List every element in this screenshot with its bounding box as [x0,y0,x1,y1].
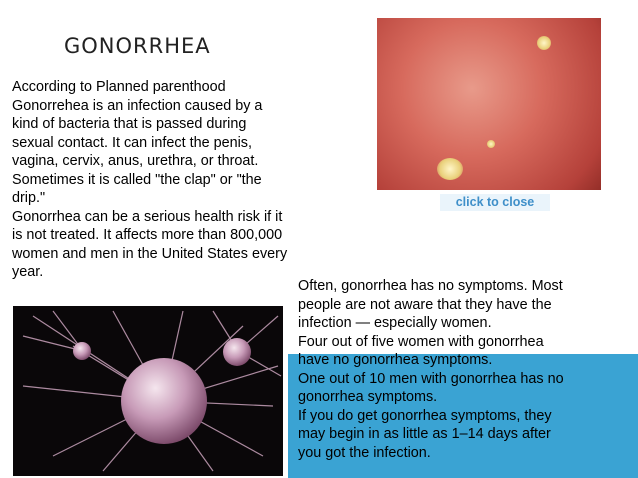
slide-title: GONORRHEA [64,34,211,58]
intro-paragraph: According to Planned parenthood Gonorrehea is an infection caused by a kind of bacteria that is passed during sexual contact. It can infect the penis, vagina, cervix, anus, urethra, or throat. Sometimes it is called "the clap" or "the drip." Gonorrhea can be a serious health risk if it is not treated. It affects more than 800,000 women and men in the United States every year. [12,79,288,280]
lesion-spot [537,36,551,50]
click-to-close-button[interactable]: click to close [440,194,550,211]
lesion-spot [487,140,495,148]
bacteria-cell [223,338,251,366]
bacteria-micrograph [13,306,283,476]
symptoms-paragraph: Often, gonorrhea has no symptoms. Most people are not aware that they have the infection — especially women. Four out of five women with gonorrhea have no gonorrhea symptoms. One out of 10 men with gonorrhea has no gonorrhea symptoms. If you do get gonorrhea symptoms, they may begin in as little as 1–14 days after you got the infection. [298,278,564,461]
bacteria-cell [121,358,207,444]
lesion-spot [437,158,463,180]
infection-photo [377,18,601,190]
bacteria-cell [73,342,91,360]
photo-subject [377,18,601,190]
